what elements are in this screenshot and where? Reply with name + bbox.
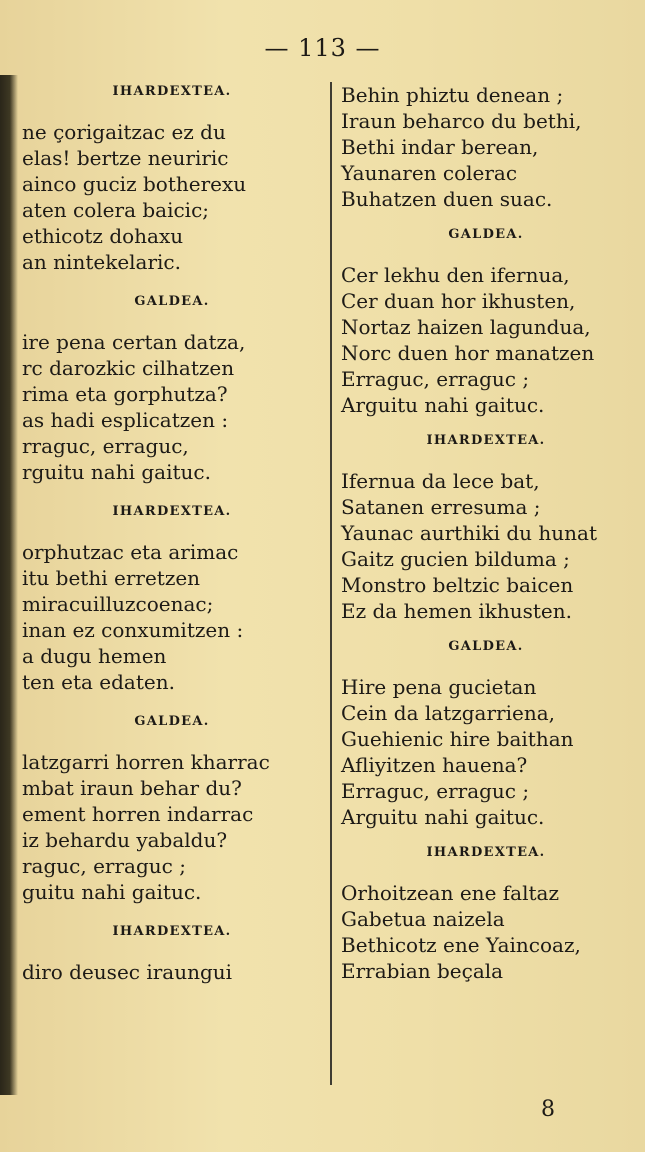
verse-line: ethicotz dohaxu xyxy=(22,224,184,248)
verse-stanza xyxy=(341,82,631,212)
verse-line: guitu nahi gaituc. xyxy=(22,880,202,904)
signature-mark: 8 xyxy=(541,1097,555,1122)
verse-line: rguitu nahi gaituc. xyxy=(22,460,211,484)
verse-stanza xyxy=(341,880,631,984)
column-divider xyxy=(330,82,332,1085)
verse-line: Ifernua da lece bat, xyxy=(341,469,540,493)
verse-line: Erraguc, erraguc ; xyxy=(341,779,530,803)
verse-stanza xyxy=(22,749,322,905)
verse-line: Arguitu nahi gaituc. xyxy=(341,393,545,417)
section-heading: GALDEA. xyxy=(448,227,524,242)
verse-stanza xyxy=(341,262,631,418)
page-number: — 113 — xyxy=(264,34,381,62)
verse-line: Arguitu nahi gaituc. xyxy=(341,805,545,829)
right-column xyxy=(341,82,631,984)
verse-line: Cein da latzgarriena, xyxy=(341,701,555,725)
verse-line: Afliyitzen hauena? xyxy=(341,753,528,777)
verse-line: iz behardu yabaldu? xyxy=(22,828,228,852)
verse-line: inan ez conxumitzen : xyxy=(22,618,244,642)
verse-line: Gabetua naizela xyxy=(341,907,505,931)
verse-line: ne çorigaitzac ez du xyxy=(22,120,226,144)
verse-line: Iraun beharco du bethi, xyxy=(341,109,582,133)
verse-line: Cer duan hor ikhusten, xyxy=(341,289,576,313)
verse-line: diro deusec iraungui xyxy=(22,960,233,984)
verse-line: Gaitz gucien bilduma ; xyxy=(341,547,570,571)
verse-line: Ez da hemen ikhusten. xyxy=(341,599,572,623)
verse-line: ement horren indarrac xyxy=(22,802,254,826)
verse-line: Bethicotz ene Yaincoaz, xyxy=(341,933,581,957)
verse-line: rima eta gorphutza? xyxy=(22,382,228,406)
verse-line: Buhatzen duen suac. xyxy=(341,187,553,211)
section-heading: IHARDEXTEA. xyxy=(112,924,232,939)
verse-line: Yaunaren colerac xyxy=(341,161,518,185)
verse-line: miracuilluzcoenac; xyxy=(22,592,214,616)
verse-line: Behin phiztu denean ; xyxy=(341,83,564,107)
book-binding-edge xyxy=(0,75,18,1095)
verse-stanza xyxy=(22,539,322,695)
section-heading: GALDEA. xyxy=(448,639,524,654)
section-heading: IHARDEXTEA. xyxy=(112,84,232,99)
verse-line: Guehienic hire baithan xyxy=(341,727,574,751)
verse-line: Monstro beltzic baicen xyxy=(341,573,574,597)
verse-line: as hadi esplicatzen : xyxy=(22,408,229,432)
section-heading: GALDEA. xyxy=(134,714,210,729)
verse-line: aten colera baicic; xyxy=(22,198,210,222)
verse-line: elas! bertze neuriric xyxy=(22,146,229,170)
verse-line: mbat iraun behar du? xyxy=(22,776,242,800)
verse-line: rc darozkic cilhatzen xyxy=(22,356,235,380)
section-heading: IHARDEXTEA. xyxy=(426,433,546,448)
verse-line: ten eta edaten. xyxy=(22,670,175,694)
verse-line: ainco guciz botherexu xyxy=(22,172,247,196)
verse-line: Bethi indar berean, xyxy=(341,135,539,159)
verse-line: Nortaz haizen lagundua, xyxy=(341,315,591,339)
verse-line: Yaunac aurthiki du hunat xyxy=(341,521,598,545)
verse-line: rraguc, erraguc, xyxy=(22,434,189,458)
verse-line: Cer lekhu den ifernua, xyxy=(341,263,570,287)
verse-line: Erraguc, erraguc ; xyxy=(341,367,530,391)
verse-stanza xyxy=(22,329,322,485)
verse-line: Hire pena gucietan xyxy=(341,675,537,699)
verse-stanza xyxy=(22,959,322,985)
verse-line: a dugu hemen xyxy=(22,644,167,668)
verse-line: raguc, erraguc ; xyxy=(22,854,186,878)
verse-line: Satanen erresuma ; xyxy=(341,495,541,519)
verse-stanza xyxy=(341,468,631,624)
verse-line: ire pena certan datza, xyxy=(22,330,246,354)
verse-line: itu bethi erretzen xyxy=(22,566,201,590)
section-heading: GALDEA. xyxy=(134,294,210,309)
verse-line: Orhoitzean ene faltaz xyxy=(341,881,559,905)
verse-stanza xyxy=(341,674,631,830)
section-heading: IHARDEXTEA. xyxy=(426,845,546,860)
verse-line: latzgarri horren kharrac xyxy=(22,750,270,774)
verse-line: orphutzac eta arimac xyxy=(22,540,239,564)
section-heading: IHARDEXTEA. xyxy=(112,504,232,519)
left-column xyxy=(22,82,322,985)
verse-line: Errabian beçala xyxy=(341,959,504,983)
verse-stanza xyxy=(22,119,322,275)
verse-line: an nintekelaric. xyxy=(22,250,181,274)
verse-line: Norc duen hor manatzen xyxy=(341,341,595,365)
